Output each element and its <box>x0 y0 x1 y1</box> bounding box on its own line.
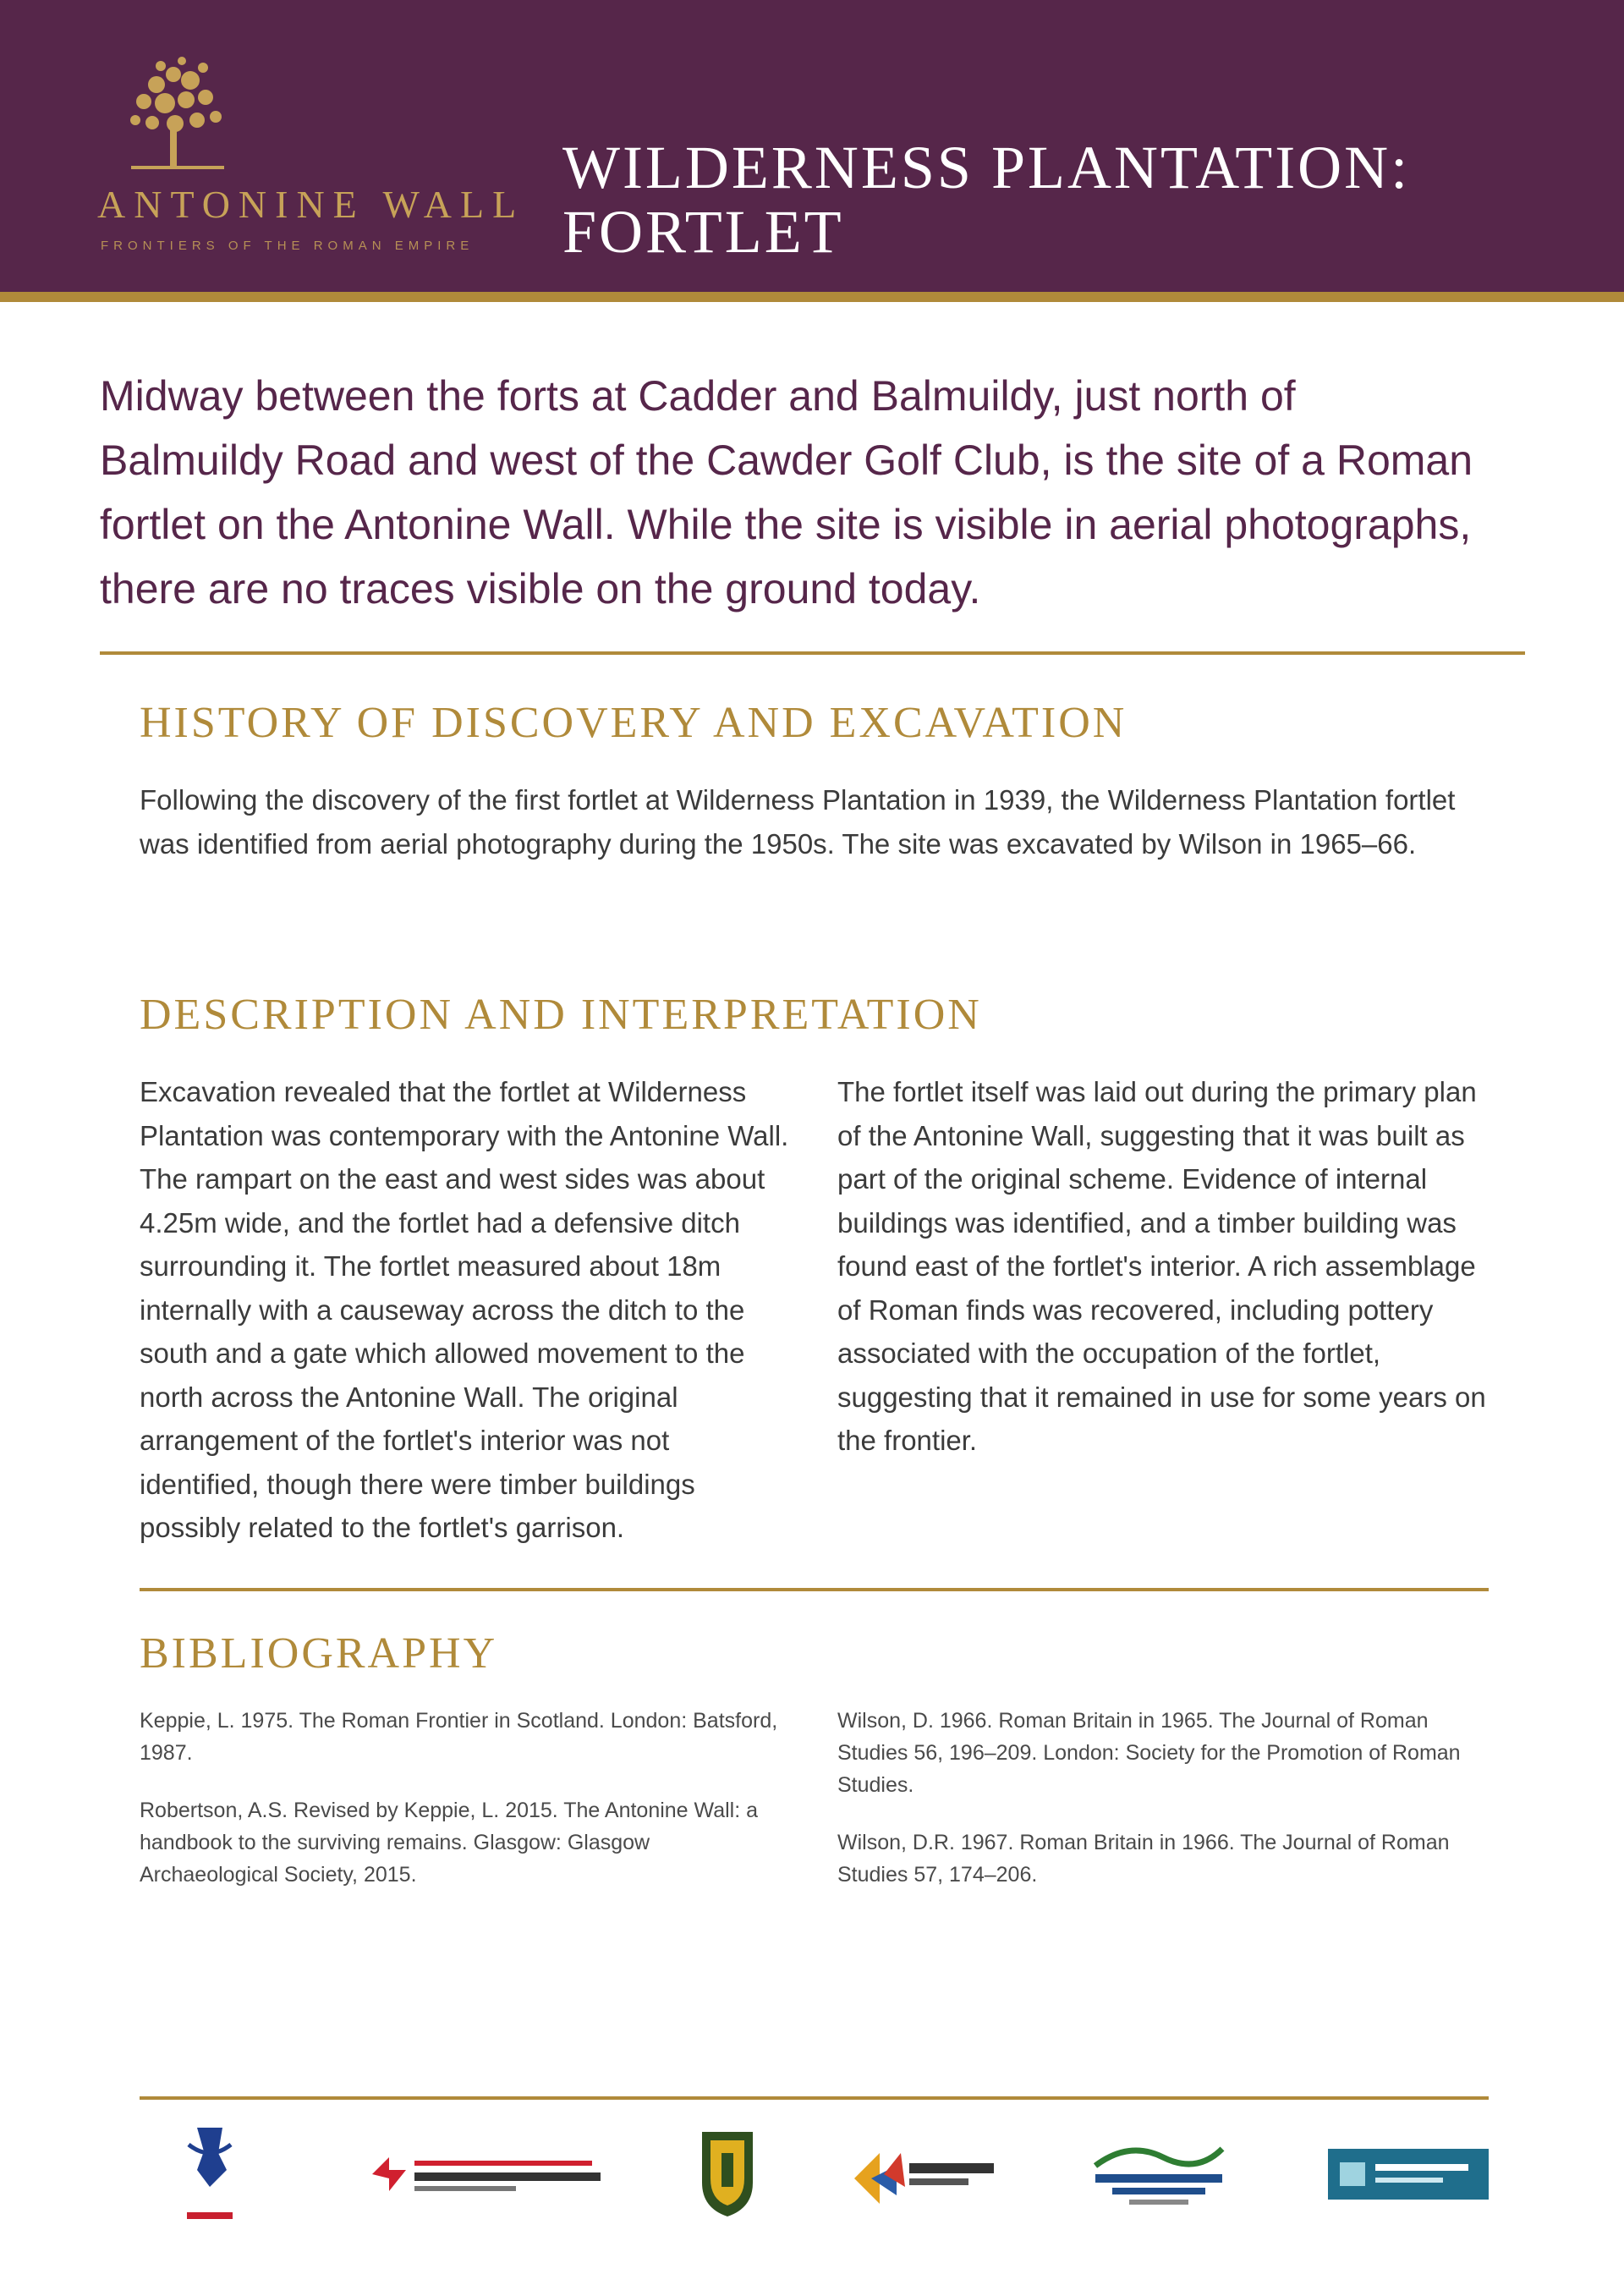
divider <box>140 1588 1489 1591</box>
history-text: Following the discovery of the first fortlet at Wilderness Plantation in 1939, the Wilderness Plantation fortlet was identified from aerial photography during the 1950s. The site was excavated by Wilson in 1965–66. <box>140 784 1456 860</box>
page-title-line1: WILDERNESS PLANTATION: <box>562 134 1411 201</box>
hes-icon <box>180 2111 239 2238</box>
bibliography-entry: Robertson, A.S. Revised by Keppie, L. 2015. The Antonine Wall: a handbook to the surviving remains. Glasgow: Glasgow Archaeological Society, 2015. <box>140 1799 759 1887</box>
description-right-text: The fortlet itself was laid out during the primary plan of the Antonine Wall, suggesting that it was built as part of the original scheme. Evidence of internal buildings was identified, and a timber building was found east of the fortlet's interior. A rich assemblage of Roman finds was recovered, including pottery associated with the occupation of the fortlet, suggesting that it remained in use for some years on the frontier. <box>837 1076 1486 1456</box>
bibliography-entry: Wilson, D. 1966. Roman Britain in 1965. The Journal of Roman Studies 56, 196–209. London: Society for the Promotion of Roman Studies. <box>837 1709 1461 1797</box>
nl-icon <box>1078 2111 1239 2238</box>
sponsor-logos <box>140 2111 1489 2238</box>
logo-subtitle: FRONTIERS OF THE ROMAN EMPIRE <box>101 239 475 253</box>
bibliography-entry: Keppie, L. 1975. The Roman Frontier in Scotland. London: Batsford, 1987. <box>140 1709 778 1765</box>
description-left-text: Excavation revealed that the fortlet at Wilderness Plantation was contemporary with the Antonine Wall. The rampart on the east and west sides was about 4.25m wide, and the fortlet had a defensive ditch surrounding it. The fortlet measured about 18m internally with a causeway across the ditch to the south and a gate which allowed movement to the north across the Antonine Wall. The original arrangement of the fortlet's interior was not identified, though there were timber buildings possibly related to the fortlet's garrison. <box>140 1076 789 1543</box>
divider <box>100 651 1525 655</box>
falkirk-icon <box>846 2111 1007 2238</box>
intro-paragraph: Midway between the forts at Cadder and Balmuildy, just north of Balmuildy Road and west of the Cawder Golf Club, is the site of a Roman fortlet on the Antonine Wall. While the site is visible in aerial photographs, there are no traces visible on the ground today. <box>100 372 1473 612</box>
wd-icon <box>1328 2111 1489 2238</box>
bibliography-left <box>140 1705 791 1916</box>
crest-icon <box>698 2111 757 2238</box>
page-header <box>0 0 1624 302</box>
description-heading: DESCRIPTION AND INTERPRETATION <box>140 991 982 1039</box>
edc-icon <box>364 2111 609 2238</box>
page-title-line2: FORTLET <box>562 198 844 266</box>
antonine-wall-logo <box>97 51 525 271</box>
bibliography-entry: Wilson, D.R. 1967. Roman Britain in 1966. The Journal of Roman Studies 57, 174–206. <box>837 1831 1450 1887</box>
bibliography-heading: BIBLIOGRAPHY <box>140 1629 498 1678</box>
tree-logo-icon <box>97 51 266 186</box>
history-heading: HISTORY OF DISCOVERY AND EXCAVATION <box>140 699 1127 747</box>
divider <box>140 2096 1489 2100</box>
logo-title: ANTONINE WALL <box>97 183 525 226</box>
bibliography-right <box>837 1705 1489 1916</box>
page-title <box>562 135 1561 264</box>
